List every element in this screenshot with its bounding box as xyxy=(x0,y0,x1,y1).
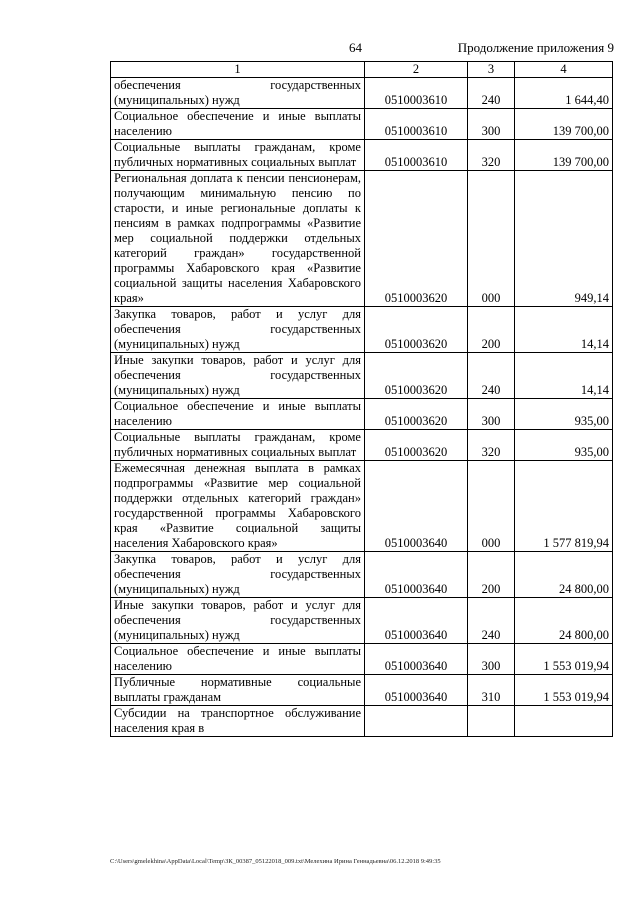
table-row xyxy=(111,78,613,109)
row-target-code: 0510003640 xyxy=(365,461,468,552)
row-description: обеспечения государственных (муниципальных) нужд xyxy=(111,78,365,109)
row-expense-type: 240 xyxy=(468,598,515,644)
row-description: Субсидии на транспортное обслуживание населения края в xyxy=(111,706,365,737)
row-description: Социальное обеспечение и иные выплаты населению xyxy=(111,399,365,430)
row-target-code xyxy=(365,706,468,737)
row-target-code: 0510003620 xyxy=(365,307,468,353)
row-target-code: 0510003610 xyxy=(365,78,468,109)
row-description: Социальное обеспечение и иные выплаты населению xyxy=(111,109,365,140)
row-amount: 139 700,00 xyxy=(515,109,613,140)
row-amount: 1 644,40 xyxy=(515,78,613,109)
row-target-code: 0510003640 xyxy=(365,598,468,644)
table-row xyxy=(111,430,613,461)
row-description: Иные закупки товаров, работ и услуг для обеспечения государственных (муниципальных) нужд xyxy=(111,598,365,644)
row-target-code: 0510003610 xyxy=(365,109,468,140)
column-header: 1 xyxy=(111,62,365,78)
row-expense-type: 300 xyxy=(468,399,515,430)
row-description: Публичные нормативные социальные выплаты гражданам xyxy=(111,675,365,706)
budget-table xyxy=(110,61,613,737)
row-expense-type: 200 xyxy=(468,552,515,598)
row-amount: 935,00 xyxy=(515,430,613,461)
column-header: 2 xyxy=(365,62,468,78)
row-amount: 1 553 019,94 xyxy=(515,644,613,675)
table-row xyxy=(111,675,613,706)
row-expense-type: 300 xyxy=(468,109,515,140)
appendix-continuation-label: Продолжение приложения 9 xyxy=(457,40,614,55)
row-description: Региональная доплата к пенсии пенсионерам, получающим минимальную пенсию по старости, и иные региональные доплаты к пенсиям в рамках подпрограммы «Развитие мер социальной поддержки отдельных категорий граждан» государственной программы Хабаровского края «Развитие социальной защиты населения Хабаровского края» xyxy=(111,171,365,307)
table-row xyxy=(111,307,613,353)
table-row xyxy=(111,140,613,171)
table-row xyxy=(111,552,613,598)
row-target-code: 0510003640 xyxy=(365,552,468,598)
row-target-code: 0510003620 xyxy=(365,171,468,307)
row-expense-type: 320 xyxy=(468,430,515,461)
file-path-footer: C:\Users\gmelekhina\AppData\Local\Temp\ЗК_00387_05122018_009.txt\Мелехина Ирина Геннадьевна\06.12.2018 9:49:35 xyxy=(110,858,441,865)
column-header: 3 xyxy=(468,62,515,78)
row-amount: 24 800,00 xyxy=(515,552,613,598)
row-target-code: 0510003620 xyxy=(365,353,468,399)
row-amount xyxy=(515,706,613,737)
table-row xyxy=(111,598,613,644)
row-amount: 14,14 xyxy=(515,307,613,353)
row-expense-type: 200 xyxy=(468,307,515,353)
row-expense-type: 240 xyxy=(468,78,515,109)
row-amount: 14,14 xyxy=(515,353,613,399)
row-description: Иные закупки товаров, работ и услуг для обеспечения государственных (муниципальных) нужд xyxy=(111,353,365,399)
row-expense-type xyxy=(468,706,515,737)
row-description: Ежемесячная денежная выплата в рамках подпрограммы «Развитие мер социальной поддержки отдельных категорий граждан» государственной программы Хабаровского края «Развитие социальной защиты населения Хабаровского края» xyxy=(111,461,365,552)
table-row xyxy=(111,109,613,140)
row-expense-type: 320 xyxy=(468,140,515,171)
row-amount: 935,00 xyxy=(515,399,613,430)
table-row xyxy=(111,399,613,430)
row-amount: 1 553 019,94 xyxy=(515,675,613,706)
row-target-code: 0510003640 xyxy=(365,644,468,675)
page-number: 64 xyxy=(349,40,362,55)
row-description: Социальные выплаты гражданам, кроме публичных нормативных социальных выплат xyxy=(111,140,365,171)
row-expense-type: 240 xyxy=(468,353,515,399)
table-row xyxy=(111,171,613,307)
row-description: Социальные выплаты гражданам, кроме публичных нормативных социальных выплат xyxy=(111,430,365,461)
row-amount: 1 577 819,94 xyxy=(515,461,613,552)
table-row xyxy=(111,644,613,675)
row-expense-type: 300 xyxy=(468,644,515,675)
table-row xyxy=(111,353,613,399)
row-amount: 949,14 xyxy=(515,171,613,307)
row-target-code: 0510003610 xyxy=(365,140,468,171)
row-target-code: 0510003640 xyxy=(365,675,468,706)
row-target-code: 0510003620 xyxy=(365,399,468,430)
column-header: 4 xyxy=(515,62,613,78)
row-description: Закупка товаров, работ и услуг для обеспечения государственных (муниципальных) нужд xyxy=(111,552,365,598)
row-amount: 139 700,00 xyxy=(515,140,613,171)
row-expense-type: 000 xyxy=(468,461,515,552)
row-amount: 24 800,00 xyxy=(515,598,613,644)
table-row xyxy=(111,706,613,737)
row-description: Закупка товаров, работ и услуг для обеспечения государственных (муниципальных) нужд xyxy=(111,307,365,353)
table-row xyxy=(111,461,613,552)
row-target-code: 0510003620 xyxy=(365,430,468,461)
table-header-row xyxy=(111,62,613,78)
row-description: Социальное обеспечение и иные выплаты населению xyxy=(111,644,365,675)
row-expense-type: 000 xyxy=(468,171,515,307)
row-expense-type: 310 xyxy=(468,675,515,706)
